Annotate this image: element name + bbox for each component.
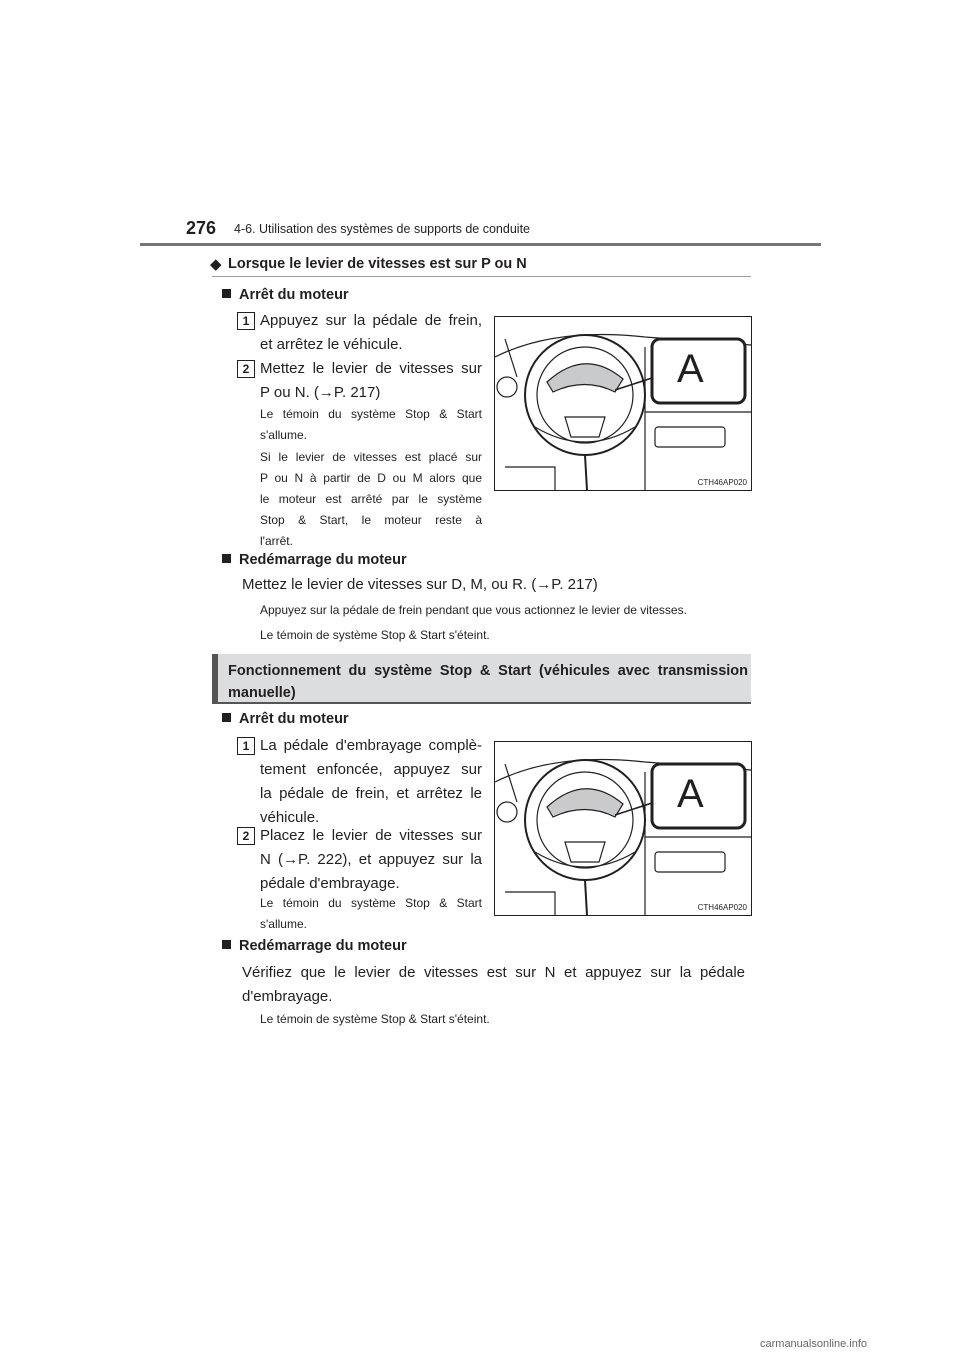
chapter-title: 4-6. Utilisation des systèmes de supports de conduite [234, 222, 530, 236]
page-number: 276 [186, 218, 217, 238]
section2-step1-text: La pédale d'embrayage complè- tement enfoncée, appuyez sur la pédale de frein, et arrêtez le véhicule. [260, 737, 482, 826]
dashboard-illustration [494, 741, 752, 916]
figure2-callout-label: A [677, 772, 704, 816]
section2-rule [212, 702, 751, 704]
section2-stop-heading: Arrêt du moteur [222, 711, 349, 727]
figure1-callout-label: A [677, 347, 704, 391]
header-rule [140, 243, 821, 246]
section2-note1: Le témoin du système Stop & Start s'allume. [260, 896, 482, 931]
step-2-badge: 2 [237, 360, 255, 378]
square-bullet-icon [222, 713, 231, 722]
section2-title-box [212, 654, 751, 702]
figure1-code: CTH46AP020 [697, 478, 747, 487]
section1-note2: Si le levier de vitesses est placé sur P ou N à partir de D ou M alors que le moteur est arrêté par le système Stop & Start, le moteur reste à l'arrêt. [260, 450, 482, 548]
section1-restart-heading: Redémarrage du moteur [222, 552, 407, 568]
diamond-icon: ◆ [210, 256, 222, 273]
section1-note1: Le témoin du système Stop & Start s'allume. [260, 407, 482, 442]
section2-step2-text: Placez le levier de vitesses sur N (→P. 222), et appuyez sur la pédale d'embrayage. [260, 827, 482, 892]
step-2-badge: 2 [237, 827, 255, 845]
section2-restart-heading: Redémarrage du moteur [222, 938, 407, 954]
section1-step2-text: Mettez le levier de vitesses sur P ou N. (→P. 217) [260, 360, 482, 401]
section1-step1-text: Appuyez sur la pédale de frein, et arrêtez le véhicule. [260, 312, 482, 353]
section1-restart-text: Mettez le levier de vitesses sur D, M, ou R. (→P. 217) [242, 576, 598, 593]
section2-title: Fonctionnement du système Stop & Start (véhicules avec transmission manuelle) [228, 663, 748, 701]
square-bullet-icon [222, 289, 231, 298]
step-1-badge: 1 [237, 312, 255, 330]
section1-rule [212, 276, 751, 277]
section1-title: Lorsque le levier de vitesses est sur P ou N [228, 256, 527, 272]
section1-restart-note1: Appuyez sur la pédale de frein pendant que vous actionnez le levier de vitesses. [260, 603, 687, 617]
section2-restart-text: Vérifiez que le levier de vitesses est sur N et appuyez sur la pédale d'embrayage. [242, 964, 745, 1005]
step-1-badge: 1 [237, 737, 255, 755]
section2-restart-note1: Le témoin de système Stop & Start s'éteint. [260, 1012, 490, 1026]
section1-restart-note2: Le témoin de système Stop & Start s'éteint. [260, 628, 490, 642]
watermark: carmanualsonline.info [760, 1338, 868, 1350]
dashboard-illustration [494, 316, 752, 491]
square-bullet-icon [222, 940, 231, 949]
square-bullet-icon [222, 554, 231, 563]
figure2-code: CTH46AP020 [697, 903, 747, 912]
section1-stop-heading: Arrêt du moteur [222, 287, 349, 303]
